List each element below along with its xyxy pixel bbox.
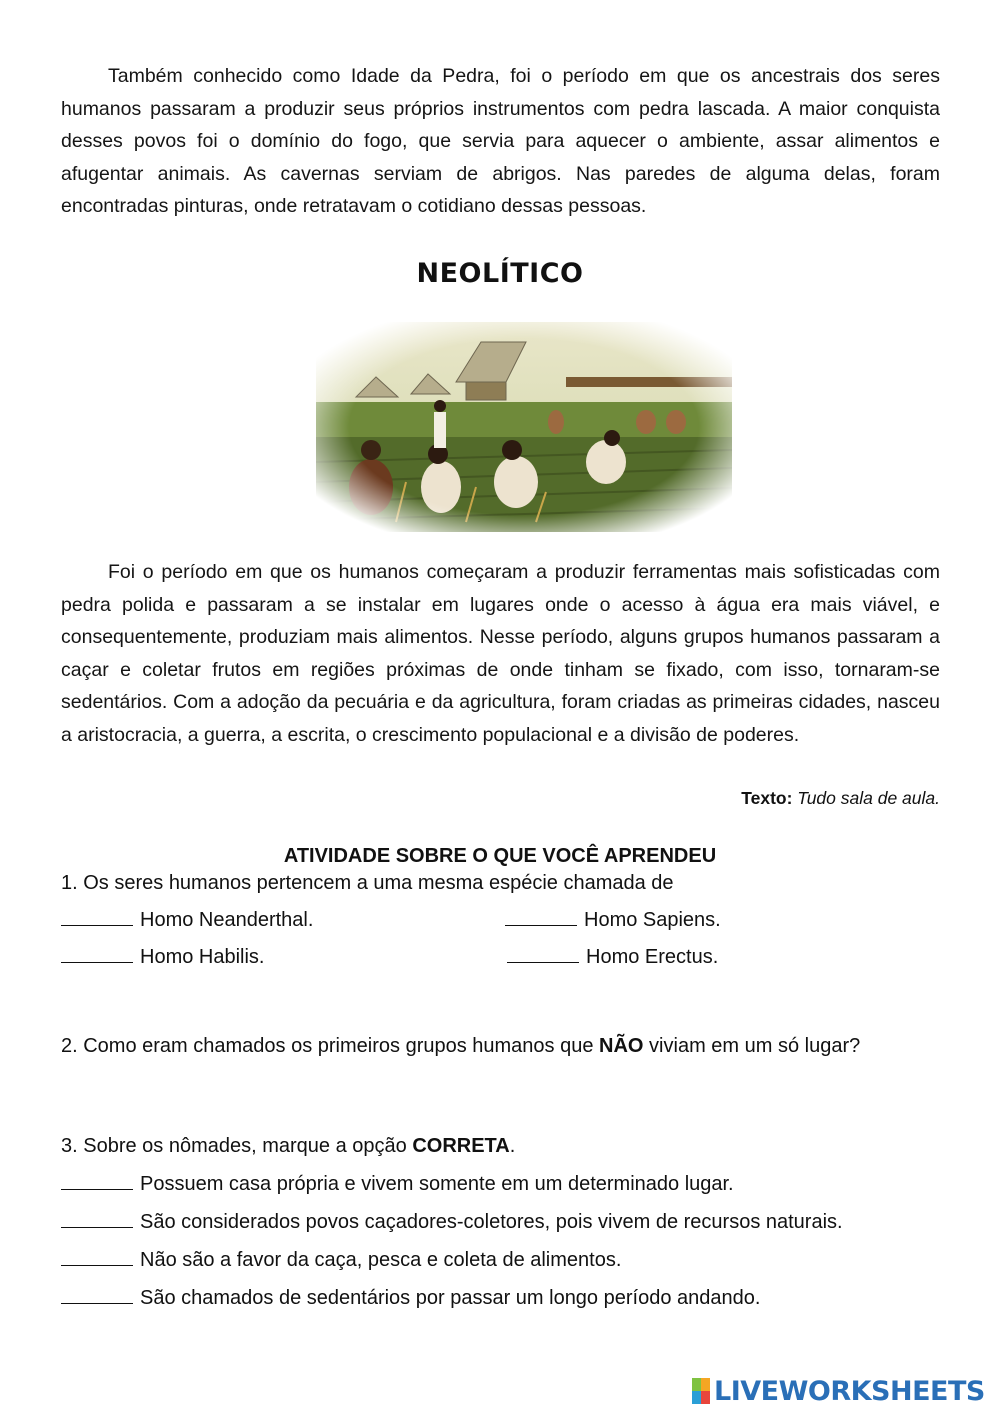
logo-cube-icon bbox=[692, 1378, 710, 1404]
answer-blank[interactable] bbox=[505, 909, 577, 926]
source-label: Texto: bbox=[741, 788, 793, 808]
neolithic-paragraph: Foi o período em que os humanos começaram a produzir ferramentas mais sofisticadas com pedra polida e passaram a se instalar em lugares onde o acesso à água era mais viável, e consequentemente, produziam mais alimentos. Nesse período, alguns grupos humanos passaram a caçar e coletar frutos em regiões próximas de onde tinham se fixado, com isso, tornaram-se sedentários. Com a adoção da pecuária e da agricultura, foram criadas as primeiras cidades, nasceu a aristocracia, a guerra, a escrita, o crescimento populacional e a divisão de poderes. bbox=[61, 561, 940, 746]
q3-option-1[interactable] bbox=[61, 1173, 734, 1196]
q3-text-after: . bbox=[509, 1135, 516, 1157]
answer-blank[interactable] bbox=[61, 1211, 133, 1228]
option-label: Homo Erectus. bbox=[586, 946, 719, 968]
answer-blank[interactable] bbox=[61, 909, 133, 926]
option-label: Não são a favor da caça, pesca e coleta de alimentos. bbox=[140, 1249, 622, 1271]
q2-text-after: viviam em um só lugar? bbox=[643, 1035, 861, 1057]
option-label: Possuem casa própria e vivem somente em um determinado lugar. bbox=[140, 1173, 734, 1195]
activity-title: ATIVIDADE SOBRE O QUE VOCÊ APRENDEU bbox=[283, 845, 717, 867]
option-label: Homo Neanderthal. bbox=[140, 909, 314, 931]
liveworksheets-logo[interactable] bbox=[692, 1374, 985, 1408]
question-2 bbox=[61, 1035, 860, 1058]
q3-option-3[interactable] bbox=[61, 1249, 621, 1272]
q1-option-neanderthal[interactable] bbox=[61, 909, 313, 932]
intro-paragraph: Também conhecido como Idade da Pedra, foi o período em que os ancestrais dos seres humanos passaram a produzir seus próprios instrumentos com pedra lascada. A maior conquista desses povos foi o domínio do fogo, que servia para aquecer o ambiente, assar alimentos e afugentar animais. As cavernas serviam de abrigos. Nas paredes de alguma delas, foram encontradas pinturas, onde retratavam o cotidiano dessas pessoas. bbox=[61, 65, 940, 218]
q3-text-before: 3. Sobre os nômades, marque a opção bbox=[61, 1135, 413, 1157]
q2-emphasis: NÃO bbox=[599, 1035, 644, 1057]
question-3 bbox=[61, 1135, 515, 1158]
option-label: Homo Sapiens. bbox=[584, 909, 721, 931]
q3-option-4[interactable] bbox=[61, 1287, 760, 1310]
answer-blank[interactable] bbox=[61, 1173, 133, 1190]
q1-option-erectus[interactable] bbox=[507, 946, 718, 969]
neolithic-farming-illustration bbox=[316, 322, 732, 532]
answer-blank[interactable] bbox=[61, 1287, 133, 1304]
q3-emphasis: CORRETA bbox=[412, 1135, 510, 1157]
q2-text-before: 2. Como eram chamados os primeiros grupos humanos que bbox=[61, 1035, 600, 1057]
section-title: NEOLÍTICO bbox=[416, 258, 584, 289]
answer-blank[interactable] bbox=[61, 946, 133, 963]
source-value: Tudo sala de aula. bbox=[797, 788, 940, 808]
q3-option-2[interactable] bbox=[61, 1211, 843, 1234]
answer-blank[interactable] bbox=[507, 946, 579, 963]
q1-option-habilis[interactable] bbox=[61, 946, 264, 969]
option-label: São considerados povos caçadores-coletores, pois vivem de recursos naturais. bbox=[140, 1211, 843, 1233]
logo-wordmark: LIVEWORKSHEETS bbox=[714, 1375, 985, 1407]
option-label: São chamados de sedentários por passar um longo período andando. bbox=[140, 1287, 761, 1309]
q1-option-sapiens[interactable] bbox=[505, 909, 721, 932]
answer-blank[interactable] bbox=[61, 1249, 133, 1266]
question-1: 1. Os seres humanos pertencem a uma mesma espécie chamada de bbox=[61, 872, 674, 894]
text-source bbox=[741, 788, 940, 809]
option-label: Homo Habilis. bbox=[140, 946, 265, 968]
